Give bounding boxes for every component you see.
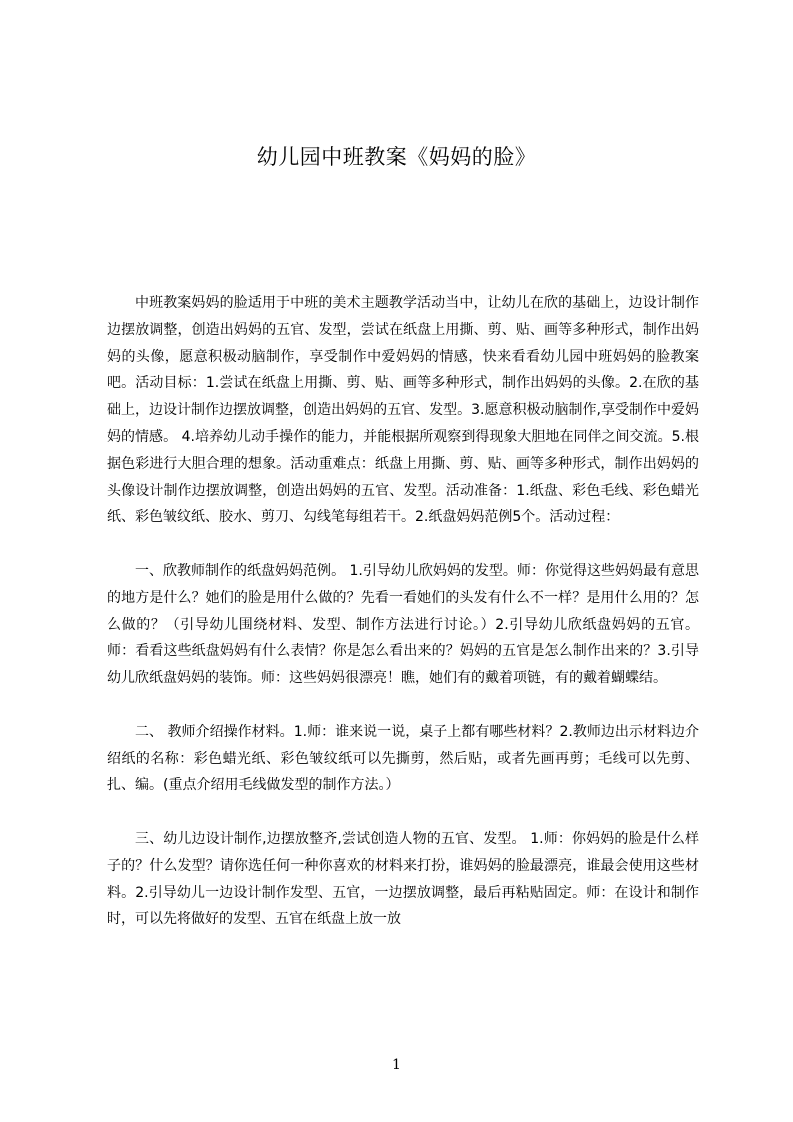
paragraph-step-3: 三、幼儿边设计制作,边摆放整齐,尝试创造人物的五官、发型。 1.师：你妈妈的脸是什么样子的？什么发型？请你选任何一种你喜欢的材料来打扮，谁妈妈的脸最漂亮，谁最会使用这些材料。2.引导幼儿一边设计制作发型、五官，一边摆放调整，最后再粘贴固定。师：在设计和制作时，可以先将做好的发型、五官在纸盘上放一放 [107,830,699,928]
page-number: 1 [392,1057,401,1073]
document-body [107,290,699,933]
paragraph-step-1: 一、欣教师制作的纸盘妈妈范例。 1.引导幼儿欣妈妈的发型。师：你觉得这些妈妈最有意思的地方是什么？她们的脸是用什么做的？先看一看她们的头发有什么不一样？是用什么用的？怎么做的？（引导幼儿围绕材料、发型、制作方法进行讨论。）2.引导幼儿欣纸盘妈妈的五官。师：看看这些纸盘妈妈有什么表情？你是怎么看出来的？妈妈的五官是怎么制作出来的？3.引导幼儿欣纸盘妈妈的装饰。师：这些妈妈很漂亮！瞧，她们有的戴着项链，有的戴着蝴蝶结。 [107,562,699,687]
paragraph-step-2: 二、 教师介绍操作材料。1.师：谁来说一说，桌子上都有哪些材料？2.教师边出示材料边介绍纸的名称：彩色蜡光纸、彩色皱纹纸可以先撕剪，然后贴，或者先画再剪；毛线可以先剪、扎、编。(重点介绍用毛线做发型的制作方法。） [107,723,699,794]
paragraph-gap [107,799,699,826]
paragraph-intro: 中班教案妈妈的脸适用于中班的美术主题教学活动当中，让幼儿在欣的基础上，边设计制作边摆放调整，创造出妈妈的五官、发型，尝试在纸盘上用撕、剪、贴、画等多种形式，制作出妈妈的头像，愿意积极动脑制作，享受制作中爱妈妈的情感，快来看看幼儿园中班妈妈的脸教案吧。活动目标：1.尝试在纸盘上用撕、剪、贴、画等多种形式，制作出妈妈的头像。2.在欣的基础上，边设计制作边摆放调整，创造出妈妈的五官、发型。3.愿意积极动脑制作,享受制作中爱妈妈的情感。 4.培养幼儿动手操作的能力，并能根据所观察到得现象大胆地在同伴之间交流。5.根据色彩进行大胆合理的想象。活动重难点：纸盘上用撕、剪、贴、画等多种形式，制作出妈妈的头像设计制作边摆放调整，创造出妈妈的五官、发型。活动准备：1.纸盘、彩色毛线、彩色蜡光纸、彩色皱纹纸、胶水、剪刀、勾线笔每组若干。2.纸盘妈妈范例5个。活动过程： [107,295,699,526]
document-title: 幼儿园中班教案《妈妈的脸》 [256,145,537,169]
paragraph-gap [107,531,699,558]
paragraph-gap [107,692,699,719]
